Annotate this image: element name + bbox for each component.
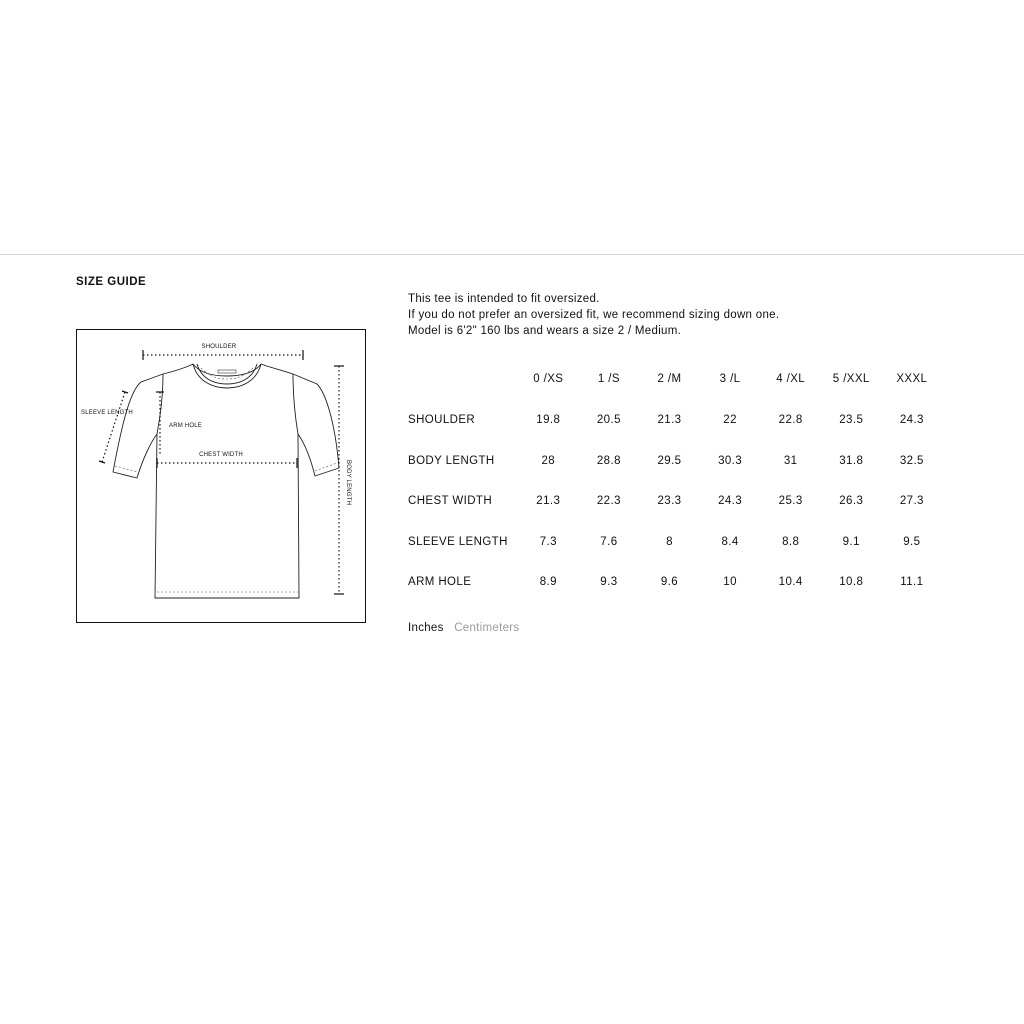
size-table <box>408 358 942 603</box>
measurement-value: 22.3 <box>596 495 621 508</box>
measurement-value: 32.5 <box>899 454 924 467</box>
measurement-value: 7.3 <box>539 535 557 548</box>
measurement-label: CHEST WIDTH <box>408 495 493 508</box>
size-column-header: 1 /S <box>597 373 620 385</box>
measurement-value: 28.8 <box>596 454 621 467</box>
measurement-value: 8 <box>666 535 673 548</box>
shoulder-label: SHOULDER <box>201 344 237 350</box>
measurement-value: 30.3 <box>718 454 743 467</box>
measurement-label: BODY LENGTH <box>408 454 495 467</box>
measurement-value: 10.8 <box>839 576 864 589</box>
measurement-value: 22.8 <box>778 414 803 427</box>
measurement-value: 19.8 <box>536 414 561 427</box>
header-corner <box>408 358 518 400</box>
measurement-label: ARM HOLE <box>408 576 472 589</box>
body-length-label: BODY LENGTH <box>345 460 351 506</box>
measurement-value: 29.5 <box>657 454 682 467</box>
size-column-header: 0 /XS <box>533 373 564 385</box>
measurement-value: 21.3 <box>536 495 561 508</box>
measurement-value: 10.4 <box>778 576 803 589</box>
sleeve-length-label: SLEEVE LENGTH <box>81 410 133 416</box>
measurement-value: 9.3 <box>600 576 618 589</box>
size-column-header: 5 /XXL <box>832 373 870 385</box>
table-row <box>408 481 942 522</box>
fit-note-line: Model is 6'2" 160 lbs and wears a size 2 / Medium. <box>408 325 682 337</box>
fit-note-line: If you do not prefer an oversized fit, we recommend sizing down one. <box>408 309 780 321</box>
measurement-value: 20.5 <box>596 414 621 427</box>
arm-hole-label: ARM HOLE <box>169 423 202 429</box>
measurement-value: 22 <box>723 414 737 427</box>
measurement-value: 25.3 <box>778 495 803 508</box>
measurement-value: 11.1 <box>900 576 924 589</box>
measurement-label: SLEEVE LENGTH <box>408 535 508 548</box>
measurement-value: 31 <box>783 454 798 467</box>
tshirt-illustration <box>77 330 367 624</box>
size-column-header: 3 /L <box>719 373 741 385</box>
size-column-header: 4 /XL <box>776 373 806 385</box>
fit-description <box>408 291 779 339</box>
tshirt-diagram <box>76 329 366 623</box>
measurement-value: 26.3 <box>839 495 864 508</box>
measurement-value: 21.3 <box>657 414 682 427</box>
size-column-header: 2 /M <box>657 373 682 385</box>
size-column-header: XXXL <box>896 373 928 385</box>
inches-option[interactable]: Inches <box>408 622 444 634</box>
centimeters-option[interactable]: Centimeters <box>454 622 520 634</box>
table-row <box>408 562 942 603</box>
fit-note-line: This tee is intended to fit oversized. <box>408 293 600 305</box>
measurement-value: 9.1 <box>842 535 860 548</box>
measurement-value: 23.3 <box>657 495 682 508</box>
measurement-value: 28 <box>541 454 556 467</box>
measurement-label: SHOULDER <box>408 414 476 427</box>
table-row <box>408 522 942 563</box>
measurement-value: 8.4 <box>721 535 739 548</box>
measurement-value: 24.3 <box>718 495 743 508</box>
measurement-value: 9.6 <box>660 576 679 589</box>
measurement-value: 23.5 <box>839 414 864 427</box>
unit-toggle <box>408 622 526 634</box>
table-row <box>408 441 942 482</box>
chest-width-label: CHEST WIDTH <box>199 452 243 458</box>
size-header-row <box>408 358 942 400</box>
table-row <box>408 400 942 441</box>
section-divider <box>0 254 1024 255</box>
measurement-value: 27.3 <box>899 495 924 508</box>
measurement-value: 10 <box>723 576 737 589</box>
measurement-value: 31.8 <box>839 454 864 467</box>
measurement-value: 8.8 <box>782 535 800 548</box>
measurement-value: 9.5 <box>903 535 921 548</box>
measurement-value: 24.3 <box>899 414 924 427</box>
section-title: SIZE GUIDE <box>76 276 147 288</box>
measurement-value: 7.6 <box>600 535 618 548</box>
measurement-value: 8.9 <box>539 576 557 589</box>
